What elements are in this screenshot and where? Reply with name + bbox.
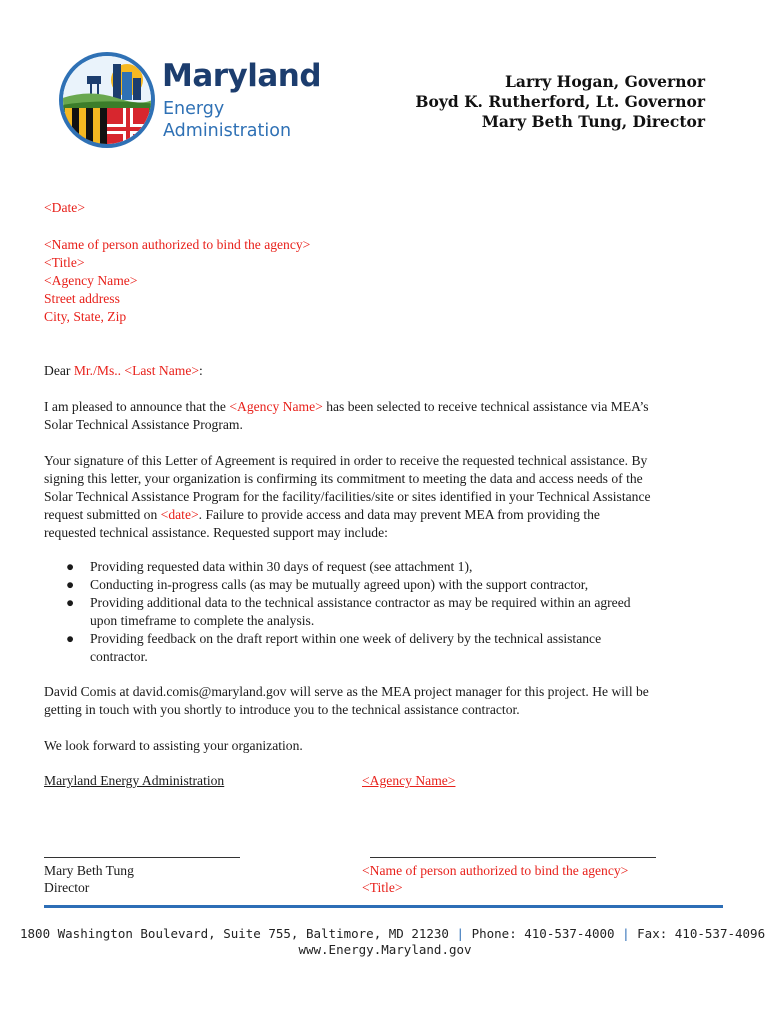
support-list (44, 558, 729, 666)
bullet-icon: ● (66, 595, 75, 610)
footer-divider (44, 905, 723, 908)
org-name: Maryland (162, 58, 322, 94)
footer-address: 1800 Washington Boulevard, Suite 755, Baltimore, MD 21230 (20, 926, 449, 941)
para1-text-after: has been selected to receive technical assistance via MEA’s (322, 399, 649, 414)
recipient-agency: <Agency Name> (44, 273, 138, 288)
bullet-icon: ● (66, 631, 75, 646)
salutation (44, 362, 203, 380)
signature-right-name: <Name of person authorized to bind the agency> (362, 863, 629, 878)
para2-line2: signing this letter, your organization is confirming its commitment to meeting the data and access needs of the (44, 471, 643, 486)
closing-line: We look forward to assisting your organization. (44, 738, 303, 753)
mea-logo-icon (57, 50, 157, 150)
footer-separator: | (622, 926, 630, 941)
para2-line4-before: request submitted on (44, 507, 161, 522)
list-item (44, 558, 729, 576)
list-item-text: Providing feedback on the draft report within one week of delivery by the technical assistance (90, 631, 602, 646)
official-director: Mary Beth Tung, Director (481, 112, 705, 131)
footer-fax: Fax: 410-537-4096 (637, 926, 766, 941)
official-governor: Larry Hogan, Governor (505, 72, 705, 91)
list-item (44, 594, 729, 630)
bullet-icon: ● (66, 559, 75, 574)
footer-website[interactable]: www.Energy.Maryland.gov (298, 942, 472, 957)
recipient-city: City, State, Zip (44, 309, 127, 324)
recipient-street: Street address (44, 291, 120, 306)
para2-line3: Solar Technical Assistance Program for the facility/facilities/site or sites identified in your Technical Assistance (44, 489, 651, 504)
para2-line5: requested technical assistance. Requested support may include: (44, 525, 388, 540)
signature-right-title: <Title> (362, 880, 403, 895)
salutation-prefix: Dear (44, 363, 74, 378)
list-item-text: Providing additional data to the technical assistance contractor as may be required within an agreed (90, 595, 631, 610)
para3-line2: getting in touch with you shortly to introduce you to the technical assistance contractor. (44, 702, 520, 717)
official-lt-governor: Boyd K. Rutherford, Lt. Governor (415, 92, 705, 111)
para2-date: <date> (160, 507, 199, 522)
signature-line-right[interactable] (370, 857, 656, 858)
signature-line-left[interactable] (44, 857, 240, 858)
org-name-line2: Administration (163, 121, 292, 141)
para1-agency: <Agency Name> (229, 399, 323, 414)
salutation-suffix: : (199, 363, 203, 378)
signature-right-org-text: <Agency Name> (362, 773, 456, 788)
letter-date: <Date> (44, 200, 85, 215)
para3-line1: David Comis at david.comis@maryland.gov will serve as the MEA project manager for this project. He will be (44, 684, 649, 699)
recipient-title: <Title> (44, 255, 85, 270)
list-item-text-cont: contractor. (90, 649, 148, 664)
signature-right-org (362, 772, 455, 790)
officials-block (415, 72, 705, 132)
para2-line1: Your signature of this Letter of Agreement is required in order to receive the requested technical assistance. By (44, 453, 648, 468)
list-item (44, 630, 729, 666)
signature-left-org (44, 772, 231, 790)
para2-line4-after: . Failure to provide access and data may prevent MEA from providing the (198, 507, 600, 522)
paragraph-agreement (44, 452, 729, 542)
list-item-text: Conducting in-progress calls (as may be mutually agreed upon) with the support contractor, (90, 577, 589, 592)
footer-contact (20, 925, 766, 942)
signature-left-title: Director (44, 880, 90, 895)
list-item-text: Providing requested data within 30 days of request (see attachment 1), (90, 559, 473, 574)
salutation-name: Mr./Ms.. <Last Name> (73, 363, 200, 378)
para1-line2: Solar Technical Assistance Program. (44, 417, 243, 432)
recipient-name: <Name of person authorized to bind the agency> (44, 237, 311, 252)
paragraph-announcement (44, 398, 729, 434)
footer-phone: Phone: 410-537-4000 (471, 926, 615, 941)
org-name-line1: Energy (163, 99, 225, 119)
signature-left-name: Mary Beth Tung (44, 863, 134, 878)
list-item-text-cont: upon timeframe to complete the analysis. (90, 613, 315, 628)
bullet-icon: ● (66, 577, 75, 592)
footer-separator: | (456, 926, 465, 941)
signature-left-org-text: Maryland Energy Administration (44, 773, 225, 788)
para1-text: I am pleased to announce that the (44, 399, 230, 414)
paragraph-contact (44, 683, 729, 719)
list-item (44, 576, 729, 594)
